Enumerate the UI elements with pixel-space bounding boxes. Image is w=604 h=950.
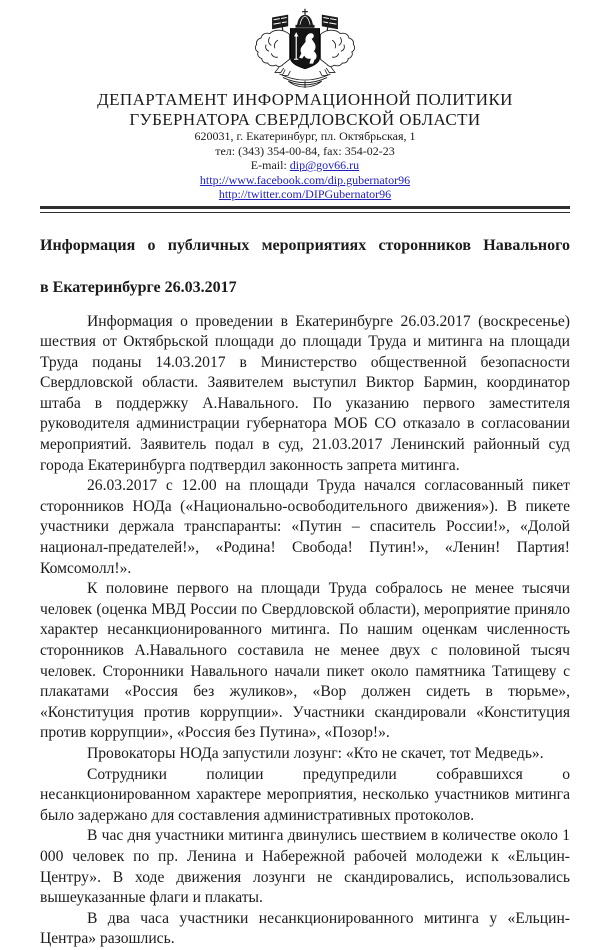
email-link[interactable]: dip@gov66.ru xyxy=(289,158,360,172)
body-paragraph: Провокаторы НОДа запустили лозунг: «Кто не скачет, тот Медведь». xyxy=(87,744,544,762)
org-phone-fax: тел: (343) 354-00-84, fax: 354-02-23 xyxy=(215,143,395,158)
sverdlovsk-coat-of-arms-icon xyxy=(246,8,364,90)
document-title-line1: Информация о публичных мероприятиях сторонников Навального xyxy=(40,236,570,254)
document-title-line2: в Екатеринбурге 26.03.2017 xyxy=(40,278,237,296)
document-body xyxy=(40,312,570,950)
org-email-line xyxy=(40,158,570,173)
letterhead-divider xyxy=(40,206,570,213)
document-title xyxy=(40,235,570,298)
letterhead xyxy=(40,8,570,202)
facebook-link[interactable]: http://www.facebook.com/dip.gubernator96 xyxy=(199,172,411,187)
body-paragraph: К половине первого на площади Труда собралось не менее тысячи человек (оценка МВД России по Свердловской области), мероприятие приняло характер несанкционированного митинга. По нашим оценкам численность сторонников А.Навального составила не менее двух с половиной тысяч человек. Сторонники Навального начали пикет около памятника Татищеву с плакатами «Россия без жуликов», «Вор должен сидеть в тюрьме», «Конституция против коррупции». Участники скандировали «Конституция против коррупции», «Россия без Путина», «Позор!». xyxy=(40,580,570,742)
twitter-link[interactable]: http://twitter.com/DIPGubernator96 xyxy=(218,187,392,201)
body-paragraph: Информация о проведении в Екатеринбурге 26.03.2017 (воскресенье) шествия от Октябрьской площади до площади Труда и митинга на площади Труда поданы 14.03.2017 в Министерство общественной безопасности Свердловской области. Заявителем выступил Виктор Бармин, координатор штаба в поддержку А.Навального. По указанию первого заместителя руководителя администрации губернатора МОБ СО отказало в согласовании мероприятий. Заявитель подал в суд, 21.03.2017 Ленинский районный суд города Екатеринбурга подтвердил законность запрета митинга. xyxy=(40,312,570,474)
body-paragraph: В два часа участники несанкционированного митинга у «Ельцин-Центра» разошлись. xyxy=(40,909,570,948)
email-label: E-mail: xyxy=(250,158,290,172)
org-name-line1: ДЕПАРТАМЕНТ ИНФОРМАЦИОННОЙ ПОЛИТИКИ xyxy=(97,90,513,109)
body-paragraph: Сотрудники полиции предупредили собравшихся о несанкционированном характере мероприятия, несколько участников митинга было задержано для составления административных протоколов. xyxy=(40,765,570,824)
org-address: 620031, г. Екатеринбург, пл. Октябрьская, 1 xyxy=(194,129,416,143)
org-name-line2: ГУБЕРНАТОРА СВЕРДЛОВСКОЙ ОБЛАСТИ xyxy=(129,109,481,129)
body-paragraph: В час дня участники митинга двинулись шествием в количестве около 1 000 человек по пр. Ленина и Набережной рабочей молодежи к «Ельцин-Центру». В ходе движения лозунги не скандировались, использовались вышеуказанные флаги и плакаты. xyxy=(40,827,570,907)
body-paragraph: 26.03.2017 с 12.00 на площади Труда начался согласованный пикет сторонников НОДа («Национально-освободительного движения»). В пикете участники держала транспаранты: «Путин – спаситель России!», «Долой национал-предателей!», «Родина! Свобода! Путин!», «Ленин! Партия! Комсомолл!». xyxy=(40,477,570,577)
